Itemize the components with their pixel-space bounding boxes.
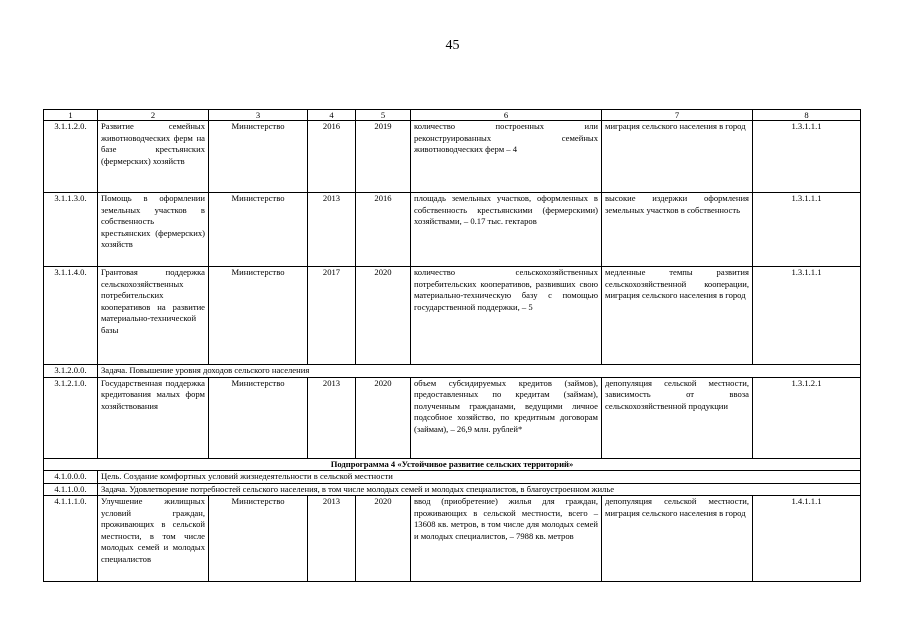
column-number-row <box>44 110 861 121</box>
subprogram-row <box>44 458 861 471</box>
expected-result: объем субсидируемых кредитов (займов), предоставленных по кредитам (займам), полученным гражданами, ведущими личное подсобное хозяйство, по кредитным договорам (займам), – 26,9 млн. рублей* <box>411 377 602 458</box>
consequences: миграция сельского населения в город <box>602 121 753 193</box>
consequences: депопуляция сельской местности, зависимость от ввоза сельскохозяйственной продукции <box>602 377 753 458</box>
column-number: 1 <box>44 110 98 121</box>
measure-name: Грантовая поддержка сельскохозяйственных потребительских кооперативов на развитие материально-технической базы <box>98 267 209 365</box>
goal-row <box>44 471 861 484</box>
measure-name: Развитие семейных животноводческих ферм на базе крестьянских (фермерских) хозяйств <box>98 121 209 193</box>
expected-result: ввод (приобретение) жилья для граждан, проживающих в сельской местности, всего – 13608 кв. метров, в том числе для молодых семей и молодых специалистов, – 7988 кв. метров <box>411 496 602 582</box>
measure-code: 3.1.1.2.0. <box>44 121 98 193</box>
measure-code: 3.1.1.4.0. <box>44 267 98 365</box>
column-number: 3 <box>209 110 308 121</box>
task-text: Задача. Повышение уровня доходов сельского населения <box>98 365 861 378</box>
expected-result: количество сельскохозяйственных потребительских кооперативов, развивших свою материально-техническую базу с помощью государственной поддержки, – 5 <box>411 267 602 365</box>
task-code: 4.1.1.0.0. <box>44 483 98 496</box>
goal-text: Цель. Создание комфортных условий жизнедеятельности в сельской местности <box>98 471 861 484</box>
measure-code: 3.1.2.1.0. <box>44 377 98 458</box>
column-number: 8 <box>753 110 861 121</box>
page-number: 45 <box>445 38 460 53</box>
end-year: 2019 <box>356 121 411 193</box>
task-row <box>44 365 861 378</box>
end-year: 2020 <box>356 496 411 582</box>
start-year: 2016 <box>308 121 356 193</box>
indicator-link: 1.3.1.1.1 <box>753 121 861 193</box>
task-code: 3.1.2.0.0. <box>44 365 98 378</box>
consequences: высокие издержки оформления земельных участков в собственность <box>602 193 753 267</box>
measure-name: Государственная поддержка кредитования малых форм хозяйствования <box>98 377 209 458</box>
start-year: 2013 <box>308 496 356 582</box>
table-row <box>44 377 861 458</box>
start-year: 2013 <box>308 193 356 267</box>
measures-table <box>43 109 861 582</box>
executor: Министерство <box>209 121 308 193</box>
task-row <box>44 483 861 496</box>
column-number: 5 <box>356 110 411 121</box>
indicator-link: 1.3.1.2.1 <box>753 377 861 458</box>
expected-result: количество построенных или реконструированных семейных животноводческих ферм – 4 <box>411 121 602 193</box>
end-year: 2016 <box>356 193 411 267</box>
expected-result: площадь земельных участков, оформленных в собственность крестьянскими (фермерскими) хозяйствами, – 0.17 тыс. гектаров <box>411 193 602 267</box>
table-row <box>44 267 861 365</box>
measure-code: 4.1.1.1.0. <box>44 496 98 582</box>
subprogram-title: Подпрограмма 4 «Устойчивое развитие сельских территорий» <box>44 458 861 471</box>
table-row <box>44 121 861 193</box>
column-number: 4 <box>308 110 356 121</box>
measure-name: Помощь в оформлении земельных участков в собственность крестьянских (фермерских) хозяйств <box>98 193 209 267</box>
table-row <box>44 496 861 582</box>
executor: Министерство <box>209 377 308 458</box>
end-year: 2020 <box>356 267 411 365</box>
start-year: 2013 <box>308 377 356 458</box>
end-year: 2020 <box>356 377 411 458</box>
executor: Министерство <box>209 496 308 582</box>
measure-name: Улучшение жилищных условий граждан, проживающих в сельской местности, в том числе молодых семей и молодых специалистов <box>98 496 209 582</box>
column-number: 2 <box>98 110 209 121</box>
column-number: 7 <box>602 110 753 121</box>
executor: Министерство <box>209 193 308 267</box>
executor: Министерство <box>209 267 308 365</box>
table-row <box>44 193 861 267</box>
measure-code: 3.1.1.3.0. <box>44 193 98 267</box>
indicator-link: 1.3.1.1.1 <box>753 193 861 267</box>
indicator-link: 1.4.1.1.1 <box>753 496 861 582</box>
task-text: Задача. Удовлетворение потребностей сельского населения, в том числе молодых семей и молодых специалистов, в благоустроенном жилье <box>98 483 861 496</box>
column-number: 6 <box>411 110 602 121</box>
goal-code: 4.1.0.0.0. <box>44 471 98 484</box>
indicator-link: 1.3.1.1.1 <box>753 267 861 365</box>
consequences: медленные темпы развития сельскохозяйственной кооперации, миграция сельского населения в город <box>602 267 753 365</box>
start-year: 2017 <box>308 267 356 365</box>
consequences: депопуляция сельской местности, миграция сельского населения в город <box>602 496 753 582</box>
